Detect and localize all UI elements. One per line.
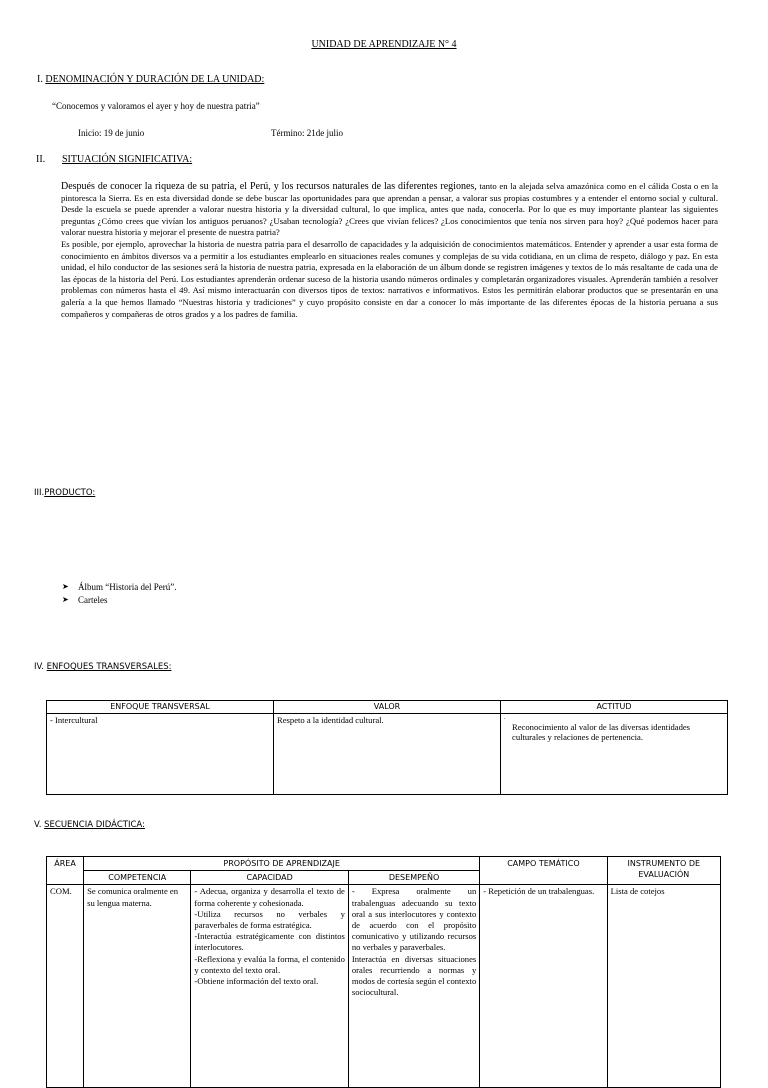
situation-body: tanto en la alejada selva amazónica como en el cálida Costa o en la pintoresca la Sierra. Es en esta diversidad donde se debe buscar las oportunidades para que aprendan a pensar, a valorar sus propias costumbres y a entender el entorno social y cultural. Desde la escuela se puede aprender a valorar nuestra historia y la diversidad cultural, lo que implica, antes que nada, conocerla. Por lo que es muy importante plantear las siguientes preguntas ¿Cómo crees que vivían los antiguos peruanos? ¿Usaban tecnología? ¿Crees que vivían felices? ¿Los conocimientos que tenía nos sirven para hoy? ¿Qué podemos hacer para valorar nuestra historia y mejorar el presente de nuestra patria? [61,181,718,238]
section-3-heading [34,488,95,498]
section-5-heading [34,820,145,830]
header-actitud: ACTITUD [501,701,728,714]
section-1-heading [37,74,264,85]
table-header-row [47,857,721,871]
situation-paragraph [61,181,718,320]
table-row [47,885,721,1088]
header-competencia: COMPETENCIA [84,871,191,885]
section-2-title: SITUACIÓN SIGNIFICATIVA: [62,154,193,165]
section-4-title: ENFOQUES TRANSVERSALES: [46,662,172,672]
capacidad-item: -Obtiene información del texto oral. [194,976,319,987]
section-4-heading [34,662,171,672]
header-capacidad: CAPACIDAD [191,871,348,885]
cell-actitud-dot: . [504,715,506,721]
capacidad-item: -Reflexiona y evalúa la forma, el contenido y contexto del texto oral. [194,953,345,975]
cell-actitud [501,714,728,795]
cell-competencia: Se comunica oralmente en su lengua materna. [84,885,191,1088]
cell-desempeno [348,885,479,1088]
section-3-number: III. [34,488,45,498]
section-2-number: II. [36,154,46,165]
end-date: Término: 21de julio [271,128,343,138]
header-proposito: PROPÓSITO DE APRENDIZAJE [84,857,480,871]
section-5-number: V. [34,820,42,830]
section-5-title: SECUENCIA DIDÁCTICA: [44,820,145,830]
list-item [62,594,176,607]
document-title: UNIDAD DE APRENDIZAJE N° 4 [311,39,457,50]
section-1-title: DENOMINACIÓN Y DURACIÓN DE LA UNIDAD: [45,74,265,85]
desempeno-item: Interactúa en diversas situaciones orales recurriendo a normas y modos de cortesía según el contexto sociocultural. [351,953,477,998]
header-campo: CAMPO TEMÁTICO [480,857,607,885]
section-1-number: I. [37,74,43,85]
list-item [62,581,176,594]
didactic-sequence-table [46,856,721,1088]
product-item-label: Carteles [78,594,108,605]
header-instrumento: INSTRUMENTO DE EVALUACIÓN [607,857,720,885]
cell-actitud-text: Reconocimiento al valor de las diversas identidades culturales y relaciones de pertenencia. [512,722,691,742]
capacidad-item: - Adecua, organiza y desarrolla el texto de forma coherente y cohesionada. [194,886,345,908]
table-header-row [47,701,728,714]
cell-area: COM. [47,885,84,1088]
desempeno-item: - Expresa oralmente un trabalenguas adecuando su texto oral a sus interlocutores y contexto de acuerdo con el propósito comunicativo y utilizando recursos no verbales y paraverbales. [351,886,477,953]
transversal-approaches-table [46,700,728,795]
start-date: Inicio: 19 de junio [78,128,145,138]
product-item-label: Álbum “Historia del Perú”. [78,582,177,592]
cell-capacidad [191,885,348,1088]
section-4-number: IV. [34,662,44,672]
product-list [62,581,176,606]
cell-instrumento: Lista de cotejos [607,885,720,1088]
header-valor: VALOR [274,701,501,714]
cell-campo: - Repetición de un trabalenguas. [480,885,607,1088]
arrow-bullet-icon: ➤ [62,594,69,604]
situation-lead: Después de conocer la riqueza de su patria, el Perú, y los recursos naturales de las diferentes regiones, [61,181,477,192]
arrow-bullet-icon: ➤ [62,582,69,591]
table-row [47,714,728,795]
cell-enfoque: - Intercultural [47,714,274,795]
header-enfoque: ENFOQUE TRANSVERSAL [47,701,274,714]
capacidad-item: -Utiliza recursos no verbales y paraverbales de forma estratégica. [194,908,345,931]
situation-body-2: Es posible, por ejemplo, aprovechar la historia de nuestra patria para el desarrollo de capacidades y la adquisición de conocimientos matemáticos. Entender y aprender a usar esta forma de conocimiento en ámbitos diversos va a permitir a los estudiantes emplearlo en situaciones reales comunes y complejas de su vida cotidiana, en un clima de respeto, diálogo y paz. En esta unidad, el hilo conductor de las sesiones será la historia de nuestra patria, expresada en la elaboración de un álbum donde se registren imágenes y textos de lo más resaltante de cada una de las épocas de la historia del Perú. Los estudiantes aprenderán ordenar suceso de la historia usando números ordinales y completarán organizadores visuales. Aprenderán también a resolver problemas con números hasta el 49. Así mismo interactuarán con diversos tipos de textos: narrativos e informativos. Estos les permitirán elaborar productos que se presentarán en una galería a la que hemos llamado “Nuestras historia y tradiciones” y cuyo propósito consiste en dar a conocer lo más importante de las diferentes épocas de la historia peruana a sus compañeros y compañeras de otros grados y a los padres de familia. [61,238,718,319]
header-desempeno: DESEMPEÑO [348,871,479,885]
unit-name: “Conocemos y valoramos el ayer y hoy de nuestra patria” [52,101,260,111]
capacidad-item: -Interactúa estratégicamente con distintos interlocutores. [194,931,345,953]
cell-valor: Respeto a la identidad cultural. [274,714,501,795]
header-area: ÁREA [47,857,84,885]
section-3-title: PRODUCTO: [44,488,96,498]
